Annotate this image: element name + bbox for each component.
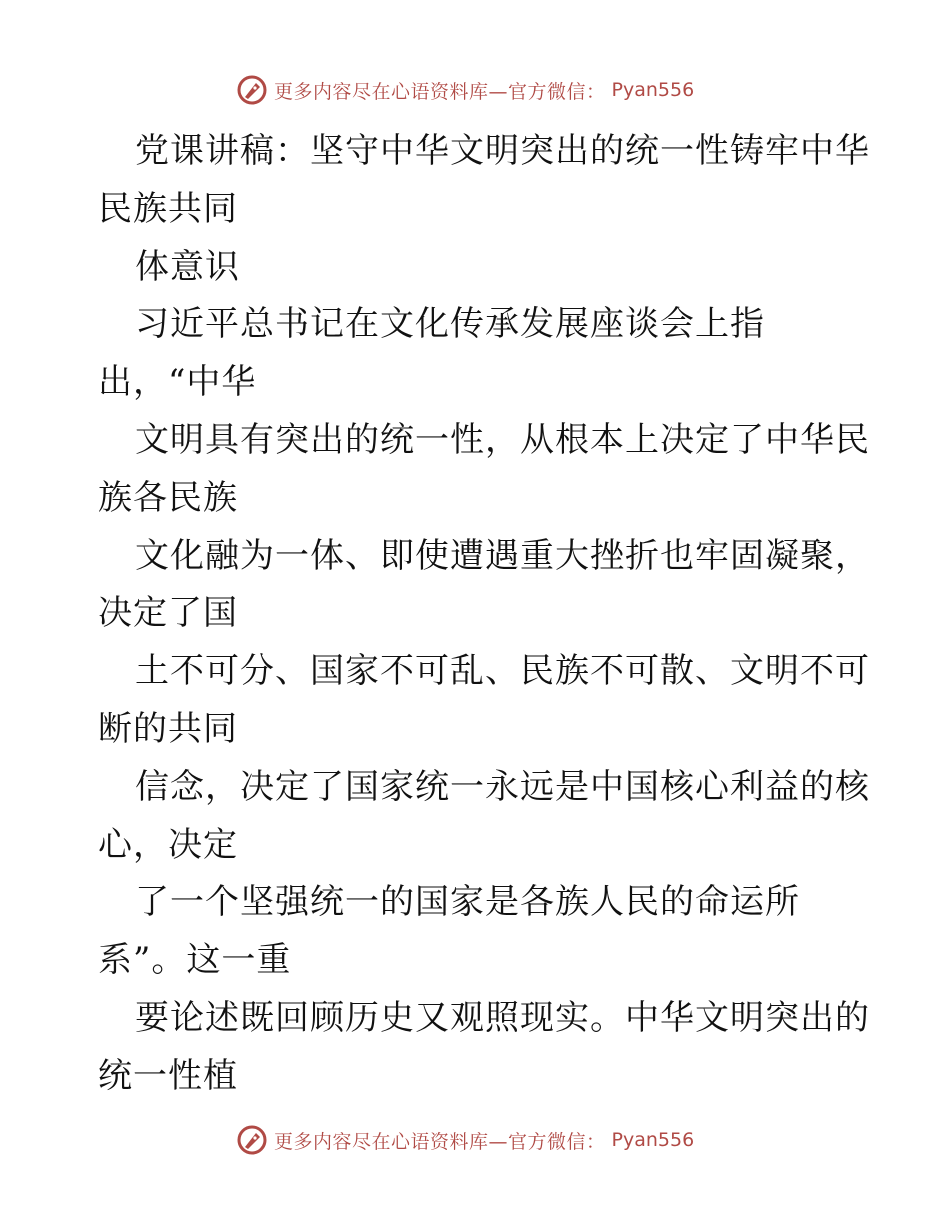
text-line: 族各民族: [98, 477, 238, 518]
text-line: 文明具有突出的统一性，从根本上决定了中华民: [135, 419, 870, 460]
text-line: 了一个坚强统一的国家是各族人民的命运所: [135, 882, 800, 923]
text-line: 土不可分、国家不可乱、民族不可散、文明不可: [135, 651, 870, 692]
text-line: 文化融为一体、即使遭遇重大挫折也牢固凝聚，: [135, 535, 870, 576]
text-line: 党课讲稿：坚守中华文明突出的统一性铸牢中华: [135, 131, 870, 171]
watermark-wechat-id: Pyan556: [611, 1129, 695, 1151]
document-body: [98, 123, 870, 1106]
text-line: 统一性植: [98, 1055, 238, 1096]
text-line: 决定了国: [98, 593, 238, 634]
pen-nib-logo-icon: [236, 74, 268, 106]
text-line: 要论述既回顾历史又观照现实。中华文明突出的: [135, 997, 870, 1038]
text-line: 民族共同: [98, 188, 238, 229]
pen-nib-logo-icon: [236, 1124, 268, 1156]
watermark-text: 更多内容尽在心语资料库—官方微信：: [274, 80, 606, 103]
footer-watermark: [236, 1123, 694, 1157]
watermark-wechat-id: Pyan556: [611, 79, 695, 101]
text-line: 系”。这一重: [98, 940, 292, 981]
text-line: 体意识: [135, 246, 240, 287]
text-line: 断的共同: [98, 708, 238, 749]
text-line: 信念，决定了国家统一永远是中国核心利益的核: [135, 766, 870, 807]
text-line: 心，决定: [98, 824, 238, 865]
header-watermark: [236, 73, 694, 107]
watermark-text: 更多内容尽在心语资料库—官方微信：: [274, 1130, 606, 1153]
text-line: 习近平总书记在文化传承发展座谈会上指: [135, 304, 765, 345]
text-line: 出，“中华: [98, 362, 257, 403]
